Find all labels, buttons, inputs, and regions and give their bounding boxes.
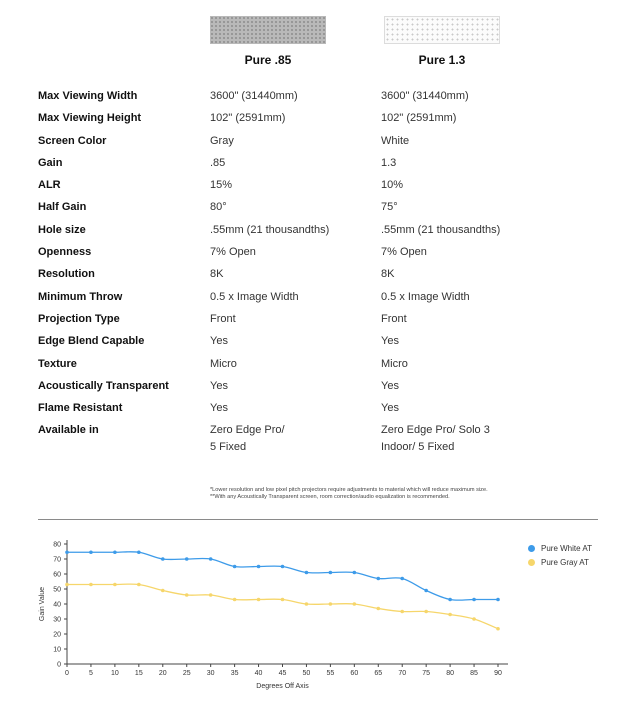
data-point xyxy=(65,550,69,554)
y-tick-label: 60 xyxy=(53,571,61,579)
pure-13-heading: Pure 1.3 xyxy=(418,53,466,67)
spec-row xyxy=(38,88,500,110)
pure-85-heading: Pure .85 xyxy=(244,53,292,67)
data-point xyxy=(233,565,237,569)
data-point xyxy=(424,589,428,593)
footnotes xyxy=(210,487,488,501)
y-tick-label: 0 xyxy=(57,661,61,669)
data-point xyxy=(353,571,357,575)
spec-value-pure-85: Zero Edge Pro/ 5 Fixed xyxy=(210,424,285,454)
spec-row xyxy=(38,177,500,199)
spec-row xyxy=(38,133,500,155)
gain-chart xyxy=(0,530,638,708)
footnote-2: **With any Acoustically Transparent screen, room correction/audio equalization is recommended. xyxy=(210,494,450,500)
spec-row xyxy=(38,356,500,378)
data-point xyxy=(113,583,117,587)
spec-label: Max Viewing Height xyxy=(38,112,142,125)
data-point xyxy=(209,557,213,561)
data-point xyxy=(161,589,165,593)
y-tick-label: 20 xyxy=(53,631,61,639)
spec-value-pure-13: 1.3 xyxy=(381,156,397,169)
spec-value-pure-13: Zero Edge Pro/ Solo 3 Indoor/ 5 Fixed xyxy=(381,424,490,454)
spec-value-pure-13: Yes xyxy=(381,335,399,348)
data-point xyxy=(472,617,476,621)
y-tick-label: 80 xyxy=(53,541,61,549)
series-line-gray xyxy=(67,584,498,629)
data-point xyxy=(137,550,141,554)
data-point xyxy=(353,602,357,606)
x-tick-label: 90 xyxy=(494,670,502,677)
spec-row xyxy=(38,333,500,355)
data-point xyxy=(233,598,237,602)
x-tick-label: 35 xyxy=(230,670,239,677)
data-point xyxy=(137,583,141,587)
x-tick-label: 40 xyxy=(254,670,263,677)
spec-label: Available in xyxy=(38,424,99,437)
spec-row xyxy=(38,244,500,266)
spec-value-pure-85: Yes xyxy=(210,335,228,348)
data-point xyxy=(281,565,285,569)
x-tick-label: 15 xyxy=(134,670,143,677)
data-point xyxy=(448,598,452,602)
data-point xyxy=(472,598,476,602)
x-tick-label: 70 xyxy=(398,670,407,677)
spec-value-pure-13: 7% Open xyxy=(381,246,427,259)
data-point xyxy=(496,627,500,631)
data-point xyxy=(448,613,452,617)
data-point xyxy=(305,571,309,575)
spec-row xyxy=(38,110,500,132)
data-point xyxy=(161,557,165,561)
data-point xyxy=(65,583,69,587)
spec-value-pure-13: 0.5 x Image Width xyxy=(381,290,470,303)
series-line-white xyxy=(67,552,498,600)
y-axis-title: Gain Value xyxy=(39,586,46,622)
spec-value-pure-13: .55mm (21 thousandths) xyxy=(381,223,501,236)
spec-label: Resolution xyxy=(38,268,95,281)
pure-13-swatch xyxy=(384,16,500,44)
legend-item-white xyxy=(528,544,592,553)
data-point xyxy=(113,550,117,554)
spec-row xyxy=(38,199,500,221)
y-tick-label: 40 xyxy=(53,601,61,609)
spec-value-pure-13: 8K xyxy=(381,268,395,281)
x-tick-label: 65 xyxy=(374,670,383,677)
divider xyxy=(38,519,598,520)
footnote-1: *Lower resolution and low pixel pitch projectors require adjustments to material which will reduce maximum size. xyxy=(210,487,488,493)
spec-label: Max Viewing Width xyxy=(38,90,138,102)
spec-row xyxy=(38,400,500,422)
data-point xyxy=(400,577,404,581)
legend-item-gray xyxy=(528,558,589,567)
x-tick-label: 45 xyxy=(278,670,287,677)
data-point xyxy=(257,598,261,602)
data-point xyxy=(376,577,380,581)
spec-value-pure-85: 3600" (31440mm) xyxy=(210,90,298,102)
data-point xyxy=(329,602,333,606)
x-tick-label: 10 xyxy=(110,670,119,677)
spec-row xyxy=(38,289,500,311)
spec-label: ALR xyxy=(38,179,61,192)
spec-label: Openness xyxy=(38,246,92,259)
spec-value-pure-85: Gray xyxy=(210,134,234,147)
spec-value-pure-13: 75° xyxy=(381,201,398,214)
spec-label: Flame Resistant xyxy=(38,402,123,415)
spec-value-pure-85: 7% Open xyxy=(210,246,256,259)
spec-value-pure-85: 15% xyxy=(210,179,233,192)
spec-value-pure-13: Yes xyxy=(381,402,399,415)
legend-label-white: Pure White AT xyxy=(541,544,592,553)
spec-row xyxy=(38,378,500,400)
spec-label: Edge Blend Capable xyxy=(38,335,145,348)
y-tick-label: 30 xyxy=(53,616,61,624)
spec-table xyxy=(38,88,500,456)
x-tick-label: 80 xyxy=(446,670,455,677)
spec-value-pure-85: 0.5 x Image Width xyxy=(210,290,299,303)
spec-value-pure-85: Micro xyxy=(210,357,237,370)
data-point xyxy=(89,583,93,587)
x-tick-label: 75 xyxy=(422,670,431,677)
spec-value-pure-13: 102" (2591mm) xyxy=(381,112,457,125)
spec-row xyxy=(38,155,500,177)
x-axis-title: Degrees Off Axis xyxy=(256,683,309,690)
spec-label: Texture xyxy=(38,357,77,370)
pure-85-swatch xyxy=(210,16,326,44)
legend-dot-gray xyxy=(528,559,535,566)
spec-value-pure-85: Front xyxy=(210,312,236,325)
legend-label-gray: Pure Gray AT xyxy=(541,558,589,567)
x-tick-label: 5 xyxy=(88,670,93,677)
x-tick-label: 0 xyxy=(65,670,69,677)
spec-label: Half Gain xyxy=(38,201,87,214)
data-point xyxy=(185,557,189,561)
data-point xyxy=(376,607,380,611)
spec-label: Acoustically Transparent xyxy=(38,379,169,392)
spec-label: Screen Color xyxy=(38,134,107,147)
data-point xyxy=(209,593,213,597)
spec-value-pure-85: .55mm (21 thousandths) xyxy=(210,223,330,236)
spec-label: Minimum Throw xyxy=(38,290,123,303)
data-point xyxy=(400,610,404,614)
spec-row xyxy=(38,422,500,456)
x-tick-label: 20 xyxy=(158,670,167,677)
y-tick-label: 10 xyxy=(53,646,61,654)
spec-value-pure-13: 3600" (31440mm) xyxy=(381,90,469,102)
spec-value-pure-85: 80° xyxy=(210,201,227,214)
x-tick-label: 60 xyxy=(350,670,359,677)
x-tick-label: 25 xyxy=(182,670,191,677)
spec-value-pure-13: Front xyxy=(381,312,407,325)
spec-value-pure-13: 10% xyxy=(381,179,404,192)
y-tick-label: 70 xyxy=(53,556,61,564)
data-point xyxy=(281,598,285,602)
x-tick-label: 55 xyxy=(326,670,335,677)
data-point xyxy=(329,571,333,575)
spec-value-pure-85: .85 xyxy=(210,156,226,169)
x-tick-label: 30 xyxy=(206,670,215,677)
spec-value-pure-85: Yes xyxy=(210,379,228,392)
spec-label: Hole size xyxy=(38,223,86,236)
spec-row xyxy=(38,311,500,333)
spec-value-pure-85: 8K xyxy=(210,268,224,281)
data-point xyxy=(257,565,261,569)
spec-value-pure-13: Micro xyxy=(381,357,408,370)
spec-row xyxy=(38,266,500,288)
legend-dot-white xyxy=(528,545,535,552)
x-tick-label: 50 xyxy=(302,670,311,677)
data-point xyxy=(305,602,309,606)
spec-value-pure-13: Yes xyxy=(381,379,399,392)
spec-label: Gain xyxy=(38,156,63,169)
data-point xyxy=(89,550,93,554)
spec-value-pure-13: White xyxy=(381,134,410,147)
data-point xyxy=(185,593,189,597)
x-tick-label: 85 xyxy=(470,670,478,677)
data-point xyxy=(424,610,428,614)
spec-row xyxy=(38,222,500,244)
y-tick-label: 50 xyxy=(53,586,61,594)
spec-label: Projection Type xyxy=(38,312,120,325)
spec-value-pure-85: Yes xyxy=(210,402,228,415)
data-point xyxy=(496,598,500,602)
spec-value-pure-85: 102" (2591mm) xyxy=(210,112,286,125)
